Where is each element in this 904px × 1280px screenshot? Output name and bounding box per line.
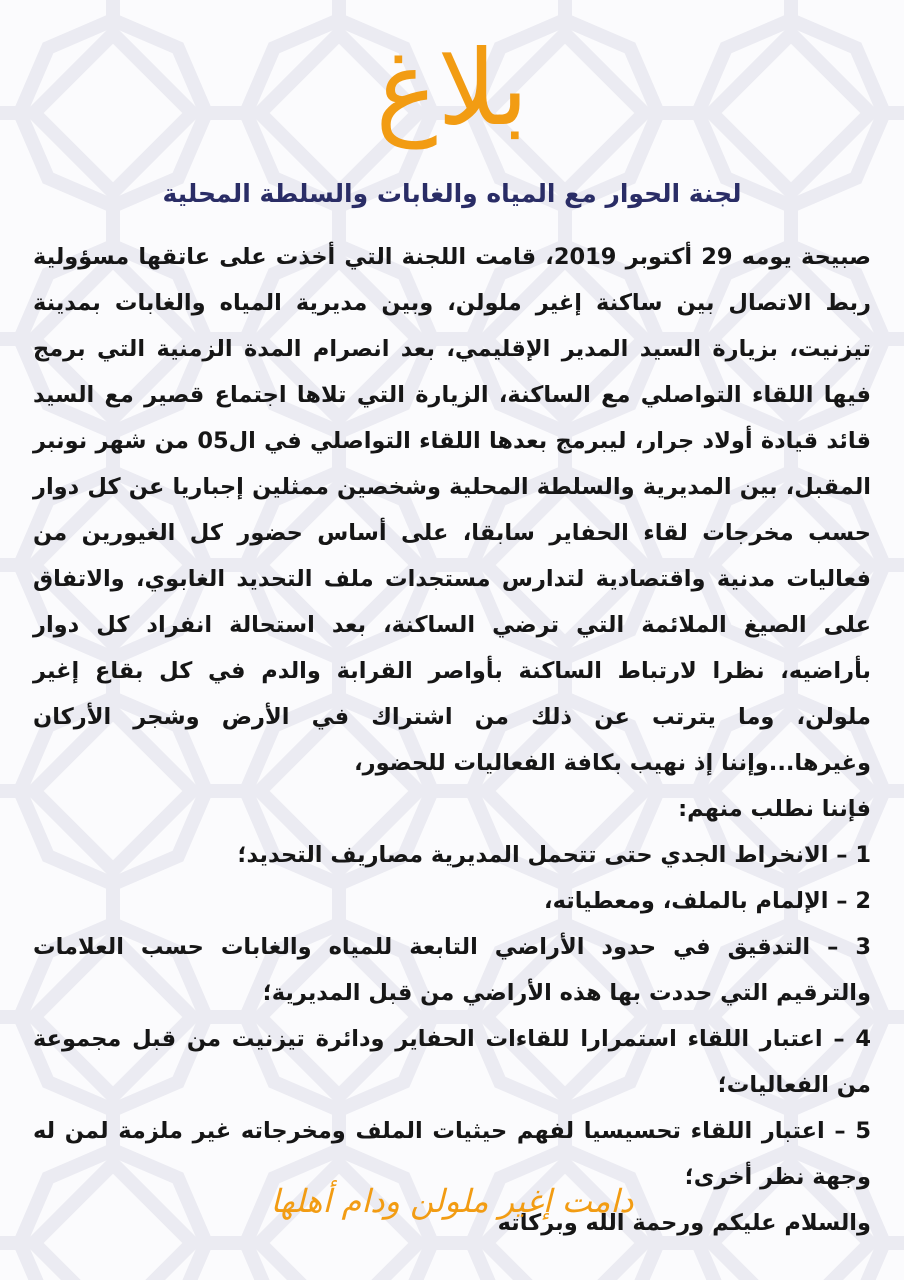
committee-subtitle: لجنة الحوار مع المياه والغابات والسلطة المحلية — [162, 179, 742, 208]
announcement-body — [33, 234, 871, 1246]
announcement-title: بلاغ — [375, 27, 529, 149]
demands-intro: فإننا نطلب منهم: — [678, 796, 871, 822]
demand-item-5: 5 – اعتبار اللقاء تحسيسيا لفهم حيثيات الملف ومخرجاته غير ملزمة لمن له وجهة نظر أخرى؛ — [33, 1118, 871, 1190]
demand-item-1: 1 – الانخراط الجدي حتى تتحمل المديرية مصاريف التحديد؛ — [237, 842, 871, 868]
closing-greeting: والسلام عليكم ورحمة الله وبركاته — [497, 1210, 871, 1236]
demand-item-2: 2 – الإلمام بالملف، ومعطياته، — [544, 888, 871, 914]
main-paragraph: صبيحة يومه 29 أكتوبر 2019، قامت اللجنة التي أخذت على عاتقها مسؤولية ربط الاتصال بين ساكنة إغير ملولن، وبين مديرية المياه والغابات بمدينة تيزنيت، بزيارة السيد المدير الإقليمي، بعد انصرام المدة الزمنية التي برمج فيها اللقاء التواصلي مع الساكنة، الزيارة التي تلاها اجتماع قصير مع السيد قائد قيادة أولاد جرار، ليبرمج بعدها اللقاء التواصلي في ال05 من شهر نونبر المقبل، بين المديرية والسلطة المحلية وشخصين ممثلين إجباريا عن كل دوار حسب مخرجات لقاء الحفاير سابقا، على أساس حضور كل الغيورين من فعاليات مدنية واقتصادية لتدارس مستجدات ملف التحديد الغابوي، والاتفاق على الصيغ الملائمة التي ترضي الساكنة، بعد استحالة انفراد كل دوار بأراضيه، نظرا لارتباط الساكنة بأواصر القرابة والدم في كل بقاع إغير ملولن، وما يترتب عن ذلك من اشتراك في الأرض وشجر الأركان وغيرها...وإننا إذ نهيب بكافة الفعاليات للحضور، — [33, 244, 871, 776]
demand-item-3: 3 – التدقيق في حدود الأراضي التابعة للمياه والغابات حسب العلامات والترقيم التي حددت بها هذه الأراضي من قبل المديرية؛ — [33, 934, 871, 1006]
demand-item-4: 4 – اعتبار اللقاء استمرارا للقاءات الحفاير ودائرة تيزنيت من قبل مجموعة من الفعاليات؛ — [33, 1026, 871, 1098]
footer-slogan: دامت إغير ملولن ودام أهلها — [270, 1182, 634, 1220]
